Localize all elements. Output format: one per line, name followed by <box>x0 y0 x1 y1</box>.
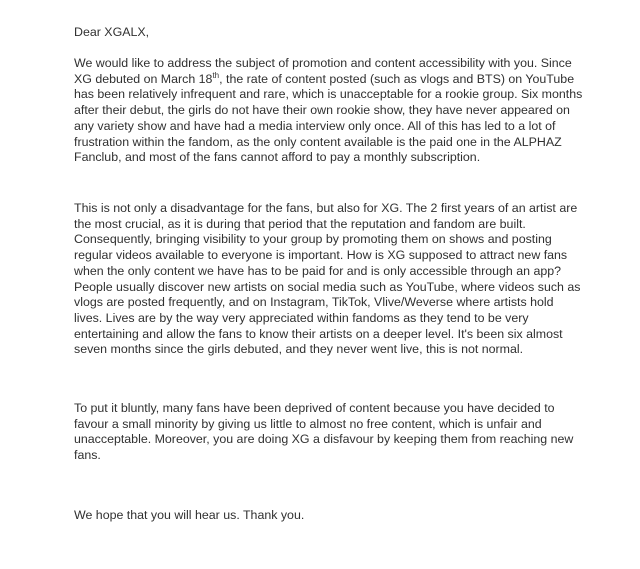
paragraph-1 <box>74 56 600 166</box>
paragraph-2-lines: This is not only a disadvantage for the fans, but also for XG. The 2 first years of an artist are the most crucial, as it is during that period that the reputation and fandom are built. Consequently, bringing visibility to your group by promoting them on shows and posting regular videos available to everyone is important. How is XG supposed to attract new fans when the only content we have has to be paid for and is only accessible through an app? People usually discover new artists on social media such as YouTube, where videos such as vlogs are posted frequently, and on Instagram, TikTok, Vlive/Weverse where artists hold lives. Lives are by the way very appreciated within fandoms as they tend to be very entertaining and allow the fans to know their artists on a deeper level. It's been six almost seven months since the girls debuted, and they never went live, this is not normal. <box>74 201 581 357</box>
paragraph-2 <box>74 201 600 358</box>
paragraph-3 <box>74 401 600 464</box>
paragraph-3-lines: To put it bluntly, many fans have been deprived of content because you have decided to favour a small minority by giving us little to almost no free content, which is unfair and unacceptable. Moreover, you are doing XG a disfavour by keeping them from reaching new fans. <box>74 401 574 463</box>
paragraph-1-line-2-post: , the rate of content posted (such as vlogs and BTS) on YouTube <box>219 71 575 86</box>
superscript-ordinal: th <box>212 70 220 80</box>
closing-line: We hope that you will hear us. Thank you. <box>74 508 305 522</box>
paragraph-1-lines-rest: has been relatively infrequent and rare, which is unacceptable for a rookie group. Six months after their debut, the girls do not have their own rookie show, they have never appeared on any variety show and have had a media interview only once. All of this has led to a lot of frustration within the fandom, as the only content available is the paid one in the ALPHAZ Fanclub, and most of the fans cannot afford to pay a monthly subscription. <box>74 87 583 165</box>
salutation: Dear XGALX, <box>74 25 150 39</box>
paragraph-1-line-2-pre: XG debuted on March 18 <box>74 71 213 86</box>
paragraph-1-line-1: We would like to address the subject of promotion and content accessibility with you. Since <box>74 56 572 70</box>
